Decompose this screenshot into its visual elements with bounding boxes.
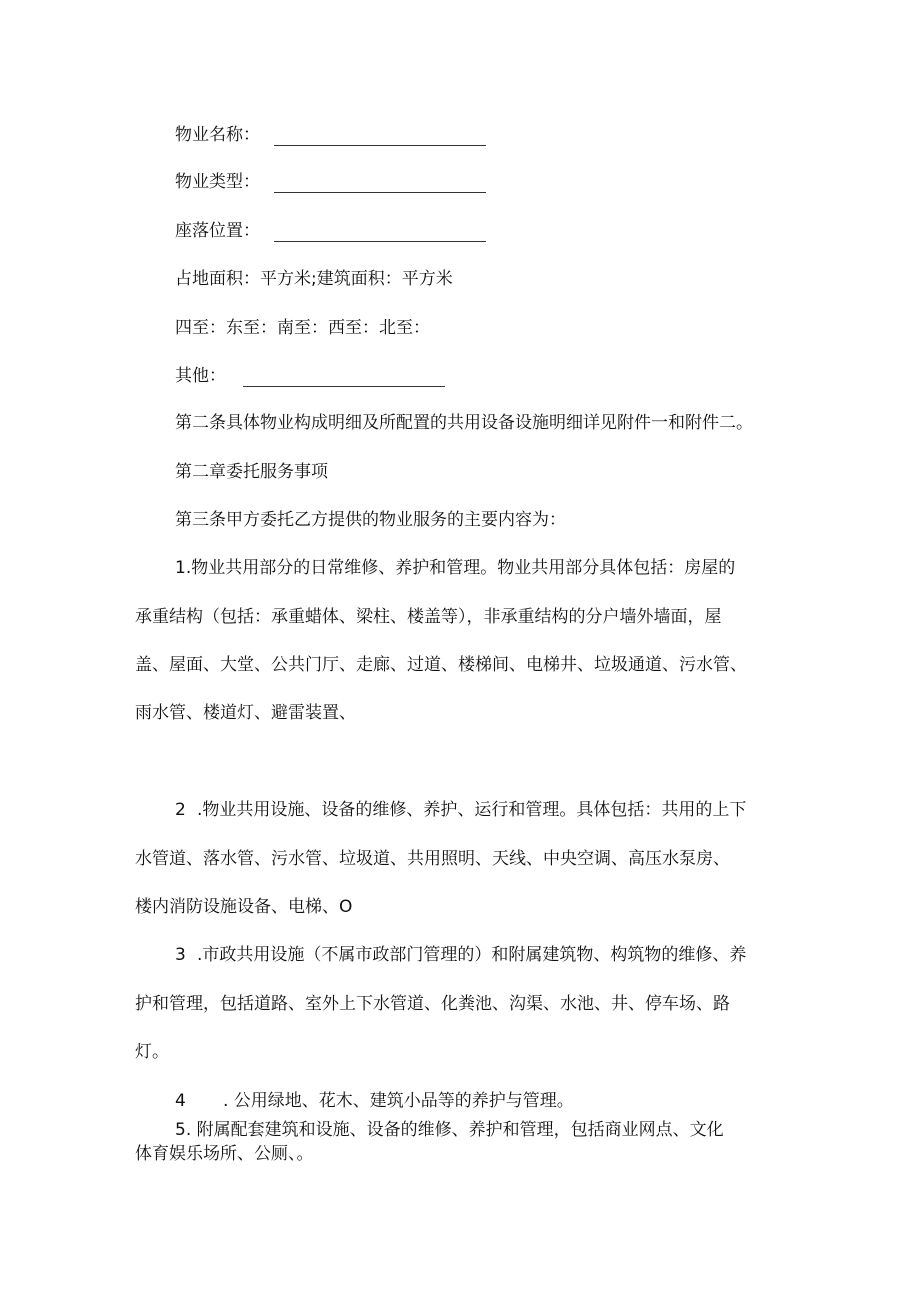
- article-2: 第二条具体物业构成明细及所配置的共用设备设施明细详见附件一和附件二。: [175, 413, 753, 433]
- item-4-line-1: [175, 1090, 574, 1112]
- other-label: 其他：: [175, 366, 226, 386]
- boundary-line: 四至：东至：南至：西至：北至：: [175, 318, 430, 338]
- item-3-number: 3: [175, 945, 186, 965]
- chapter-2-heading: 第二章委托服务事项: [175, 462, 328, 482]
- item-1-line-3: 盖、屋面、大堂、公共门厅、走廊、过道、楼梯间、电梯井、垃圾通道、污水管、: [135, 655, 747, 675]
- area-line: 占地面积：平方米;建筑面积：平方米: [175, 269, 453, 289]
- article-3: 第三条甲方委托乙方提供的物业服务的主要内容为：: [175, 510, 566, 530]
- location-row: [175, 220, 486, 242]
- location-label: 座落位置：: [175, 221, 260, 241]
- item-4-number: 4: [175, 1091, 186, 1111]
- item-3-line-3: 灯。: [135, 1042, 169, 1062]
- item-2-text: .物业共用设施、设备的维修、养护、运行和管理。具体包括：共用的上下: [197, 800, 747, 820]
- other-row: [175, 365, 445, 387]
- property-name-label: 物业名称：: [175, 125, 260, 145]
- location-blank[interactable]: [274, 227, 486, 242]
- item-3-line-2: 护和管理，包括道路、室外上下水管道、化粪池、沟渠、水池、井、停车场、路: [135, 994, 730, 1014]
- item-2-number: 2: [175, 800, 186, 820]
- item-3-line-1: [175, 944, 746, 966]
- item-4-text: . 公用绿地、花木、建筑小品等的养护与管理。: [223, 1091, 574, 1111]
- property-name-row: [175, 124, 486, 146]
- item-1-line-2: 承重结构（包括：承重蜡体、梁柱、楼盖等），非承重结构的分户墙外墙面，屋: [135, 607, 722, 627]
- property-type-blank[interactable]: [274, 178, 486, 193]
- item-2-line-1: [175, 799, 746, 821]
- item-5-line-2: 体育娱乐场所、公厕、。: [135, 1144, 314, 1164]
- item-1-line-1: 1.物业共用部分的日常维修、养护和管理。物业共用部分具体包括：房屋的: [175, 558, 736, 578]
- item-2-line-3: 楼内消防设施设备、电梯、O: [135, 897, 353, 917]
- property-name-blank[interactable]: [274, 131, 486, 146]
- item-5-line-1: 5. 附属配套建筑和设施、设备的维修、养护和管理，包括商业网点、文化: [175, 1120, 724, 1140]
- item-3-text: .市政共用设施（不属市政部门管理的）和附属建筑物、构筑物的维修、养: [197, 945, 747, 965]
- property-type-label: 物业类型：: [175, 172, 260, 192]
- property-type-row: [175, 171, 486, 193]
- other-blank[interactable]: [243, 372, 445, 387]
- item-2-line-2: 水管道、落水管、污水管、垃圾道、共用照明、天线、中央空调、高压水泵房、: [135, 849, 730, 869]
- item-1-line-4: 雨水管、楼道灯、避雷装置、: [135, 703, 356, 723]
